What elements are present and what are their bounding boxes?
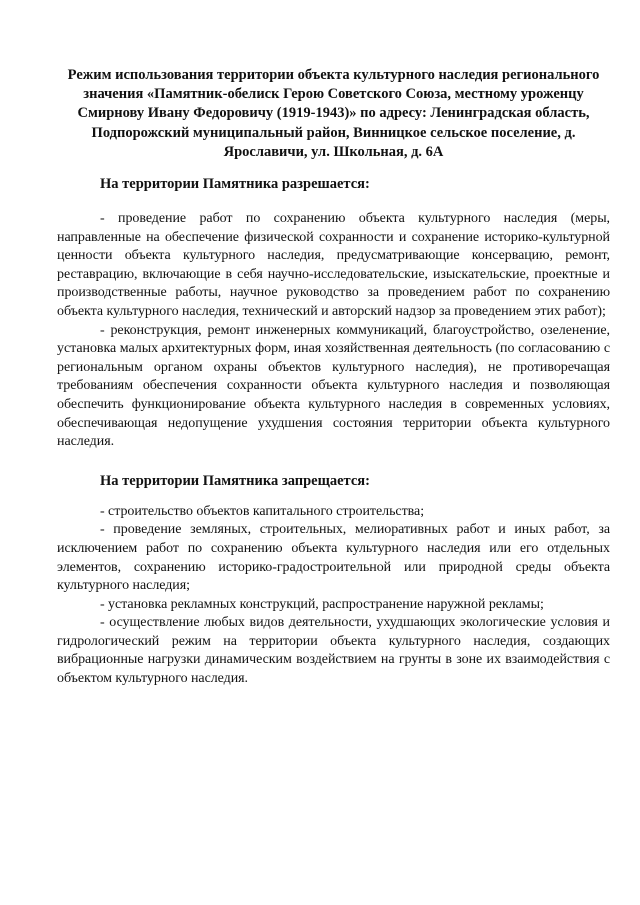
permitted-item: - реконструкция, ремонт инженерных коммуникаций, благоустройство, озеленение, установка малых архитектурных форм, иная хозяйственная деятельность (по согласованию с региональным органом охраны объектов культурного наследия), не противоречащая требованиям обеспечения сохранности объекта культурного наследия и позволяющая обеспечить функционирование объекта культурного наследия в современных условиях, обеспечивающая недопущение ухудшения состояния территории объекта культурного наследия. bbox=[57, 322, 610, 450]
document-page bbox=[57, 66, 610, 689]
prohibited-heading: На территории Памятника запрещается: bbox=[100, 472, 370, 489]
prohibited-item: - проведение земляных, строительных, мелиоративных работ и иных работ, за исключением работ по сохранению объекта культурного наследия или его отдельных элементов, сохранению историко-градостроительной или природной среды объекта культурного наследия; bbox=[57, 522, 610, 594]
prohibited-item: - строительство объектов капитального строительства; bbox=[100, 503, 425, 519]
document-title: Режим использования территории объекта культурного наследия регионального значения «Памятник-обелиск Герою Советского Союза, местному уроженцу Смирнову Ивану Федоровичу (1919-1943)» по адресу: Ленинградская область, Подпорожский муниципальный район, Винницкое сельское поселение, д. Ярославичи, ул. Школьная, д. 6А bbox=[67, 67, 600, 160]
prohibited-item: - установка рекламных конструкций, распространение наружной рекламы; bbox=[100, 596, 544, 612]
prohibited-item: - осуществление любых видов деятельности, ухудшающих экологические условия и гидрологический режим на территории объекта культурного наследия, создающих вибрационные нагрузки динамическим воздействием на грунты в зоне их взаимодействия с объектом культурного наследия. bbox=[57, 615, 610, 687]
permitted-heading: На территории Памятника разрешается: bbox=[100, 176, 370, 193]
permitted-item: - проведение работ по сохранению объекта культурного наследия (меры, направленные на обеспечение физической сохранности и сохранение историко-культурной ценности объекта культурного наследия, предусматривающие консервацию, ремонт, реставрацию, включающие в себя научно-исследовательские, изыскательские, проектные и производственные работы, научное руководство за проведением работ по сохранению объекта культурного наследия, технический и авторский надзор за проведением этих работ); bbox=[57, 211, 610, 319]
